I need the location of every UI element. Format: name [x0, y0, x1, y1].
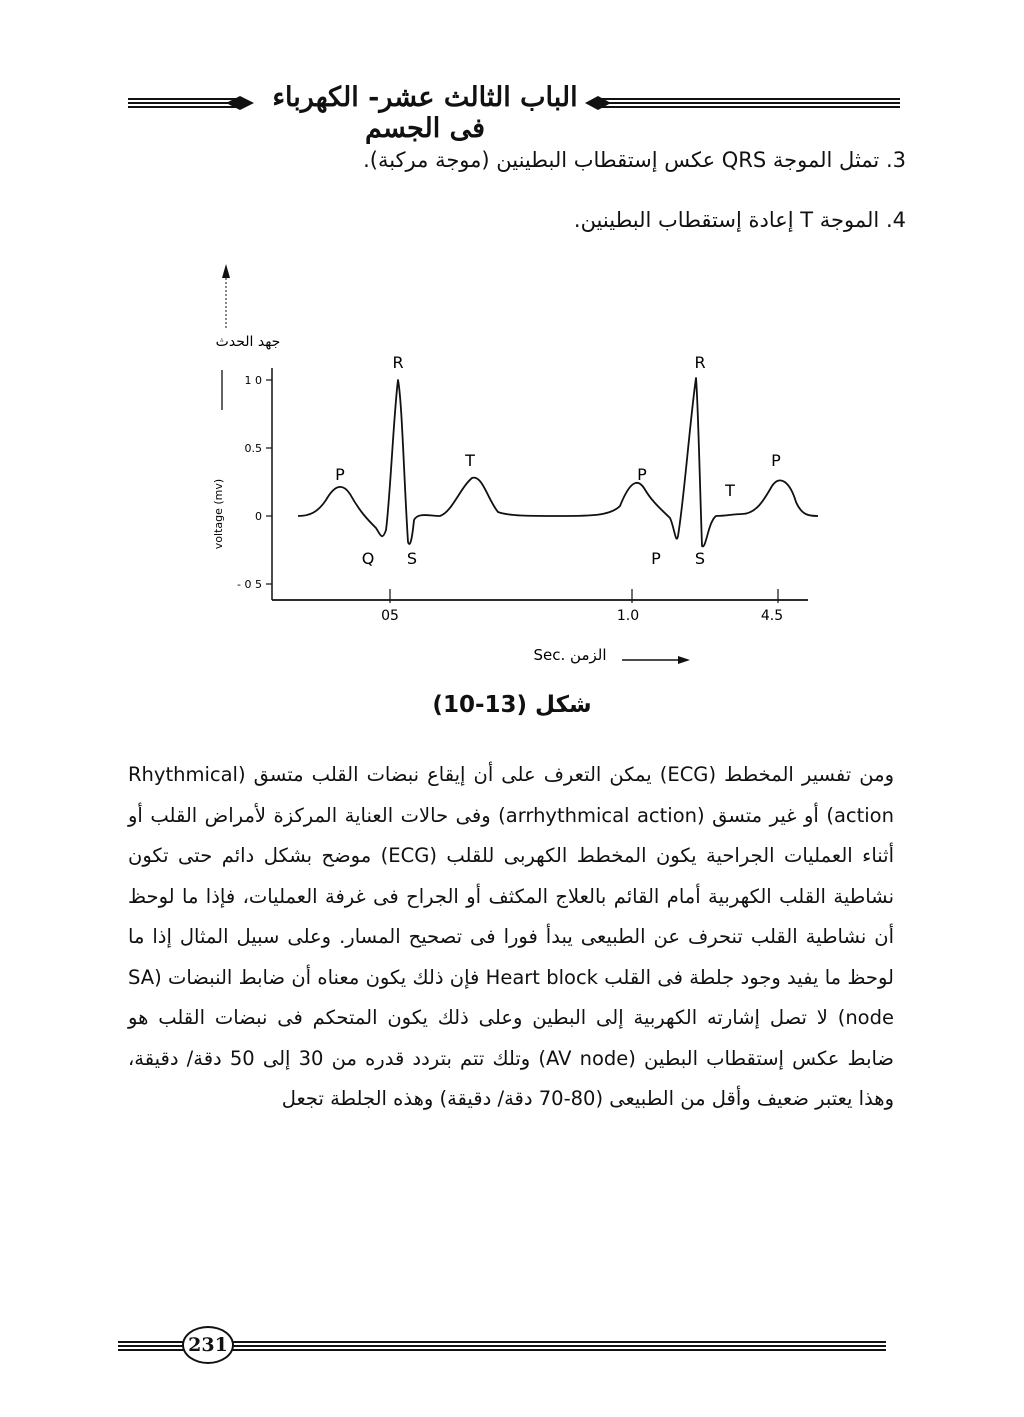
y-label-ar: جهد الحدث: [215, 334, 281, 350]
page-number: 231: [188, 1334, 228, 1356]
list-item-4: 4. الموجة T إعادة إستقطاب البطينين.: [573, 208, 906, 232]
body-text: [128, 755, 894, 1120]
x-label: Sec. الزمن: [533, 646, 607, 664]
x-tick-05: 05: [381, 608, 399, 624]
y-tick-neg05: - 0 5: [237, 578, 262, 591]
wave-label-p3: P: [651, 549, 661, 568]
x-tick-10: 1.0: [616, 608, 640, 624]
wave-label-p4: P: [771, 451, 781, 470]
wave-label-s2: S: [694, 549, 706, 568]
wave-label-t2: T: [725, 481, 735, 500]
y-tick-05: 0.5: [244, 442, 262, 455]
list-item-3: 3. تمثل الموجة QRS عكس إستقطاب البطينين (موجة مركبة).: [363, 148, 906, 172]
page-number-oval: [182, 1326, 234, 1364]
wave-label-s1: S: [406, 549, 418, 568]
x-arrow-head: [678, 656, 690, 664]
x-tick-45: 4.5: [760, 608, 784, 624]
wave-label-r1: R: [392, 353, 404, 372]
y-tick-0: 0: [255, 510, 262, 523]
wave-label-t1: T: [465, 451, 475, 470]
wave-label-r2: R: [694, 353, 706, 372]
chapter-title: الباب الثالث عشر- الكهرباء فى الجسم: [272, 82, 578, 144]
figure-caption: شكل (13-10): [432, 692, 592, 718]
ecg-trace: [298, 378, 818, 546]
wave-label-p2: P: [637, 465, 647, 484]
y-tick-1: 1 0: [244, 374, 262, 387]
y-arrow-head: [222, 264, 230, 278]
ecg-chart: [0, 250, 1024, 680]
y-label-en: voltage (mv): [212, 478, 225, 550]
wave-label-p1: P: [335, 465, 345, 484]
wave-label-q1: Q: [361, 549, 375, 568]
footer-rule: [0, 1320, 1024, 1380]
body-paragraph: ومن تفسير المخطط (ECG) يمكن التعرف على أن إيقاع نبضات القلب متسق (Rhythmical action) أو غير متسق (arrhythmical action) وفى حالات العناية المركزة لأمراض القلب أو أثناء العمليات الجراحية يكون المخطط الكهربى للقلب (ECG) موضح بشكل دائم حتى تكون نشاطية القلب الكهربية أمام القائم بالعلاج المكثف أو الجراح فى غرفة العمليات، فإذا ما لوحظ أن نشاطية القلب تنحرف عن الطبيعى يبدأ فورا فى تصحيح المسار. وعلى سبيل المثال إذا ما لوحظ ما يفيد وجود جلطة فى القلب Heart block فإن ذلك يكون معناه أن ضابط النبضات (SA node) لا تصل إشارته الكهربية إلى البطين وعلى ذلك يكون المتحكم فى نبضات القلب هو ضابط عكس إستقطاب البطين (AV node) وتلك تتم بتردد قدره من 30 إلى 50 دقة/ دقيقة، وهذا يعتبر ضعيف وأقل من الطبيعى (80-70 دقة/ دقيقة) وهذه الجلطة تجعل: [128, 763, 894, 1110]
